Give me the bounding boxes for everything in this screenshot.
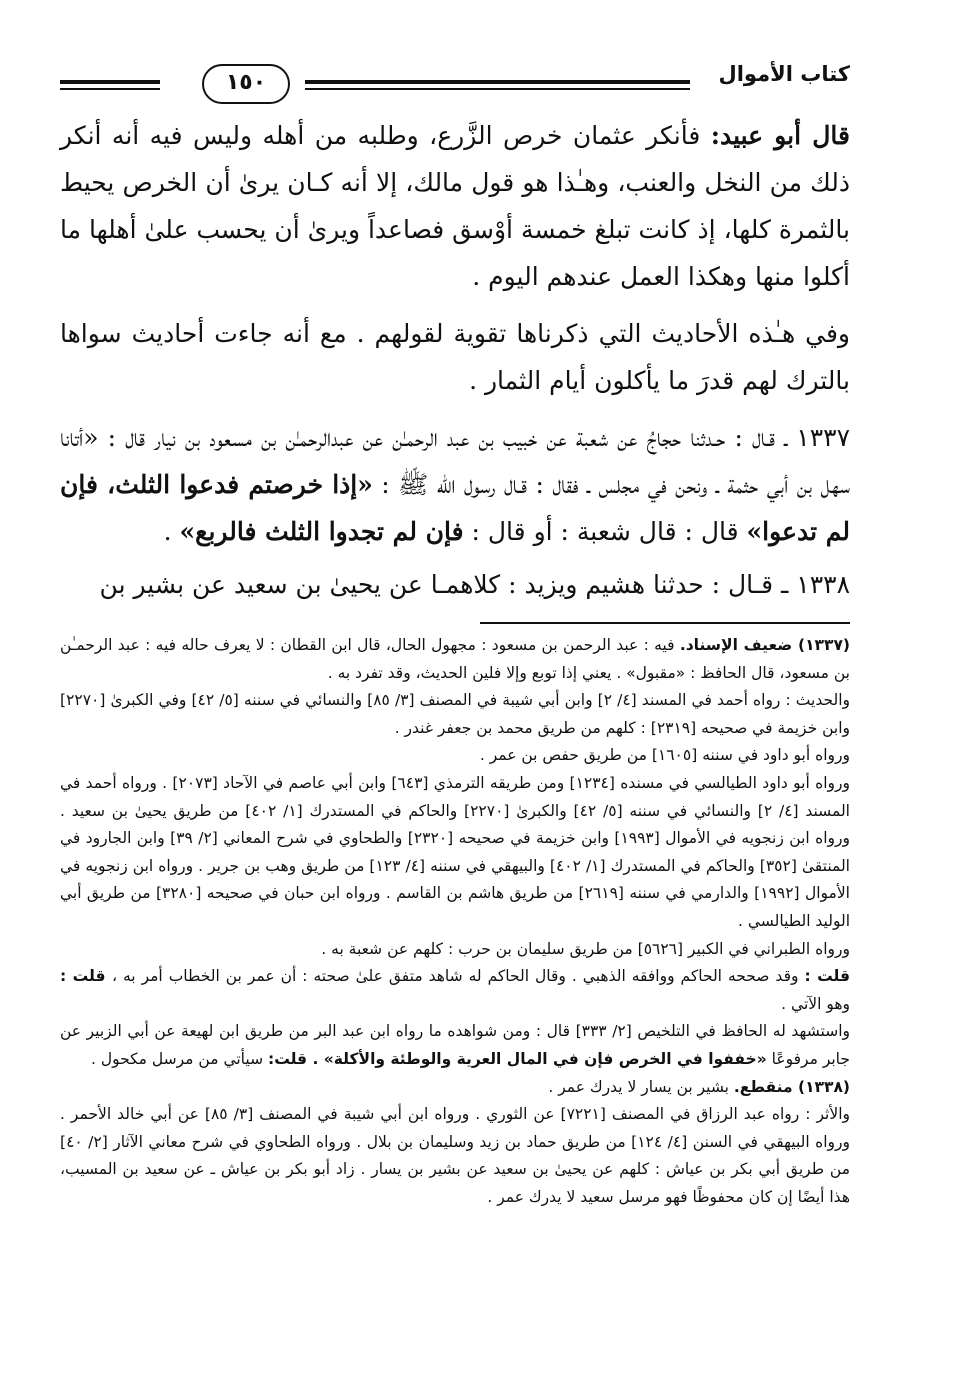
paragraph-text: فأنكر عثمان خرص الزَّرع، وطلبه من أهله وليس فيه أنه أنكر ذلك من النخل والعنب، وهـٰذا هو قول مالك، إلا أنه كـان يرىٰ أن الخرص يحيط بالثمرة كلها، إذ كانت تبلغ خمسة أوْسق فصاعداً ويرىٰ أن يحسب علىٰ أهلها ما أكلوا منها وهكذا العمل عندهم اليوم . — [60, 121, 850, 291]
footnote-head: (١٣٣٧) ضعيف الإسناد. — [679, 636, 850, 654]
hadith-1338 — [60, 561, 850, 608]
qulat-label: قلت : — [60, 967, 112, 986]
hadith-quote: فإن لم تجدوا الثلث فالربع» — [179, 517, 464, 546]
main-text — [60, 112, 850, 618]
footnote-line — [60, 1018, 850, 1073]
page-header — [60, 58, 850, 108]
paragraph-text: وفي هـٰذه الأحاديث التي ذكرناها تقوية لقولهم . مع أنه جاءت أحاديث سواها بالترك لهم قدرَ ما يأكلون أيام الثمار . — [60, 319, 850, 395]
footnote-text: فيه : عبد الرحمن بن مسعود : مجهول الحال، قال ابن القطان : لا يعرف حاله فيه : عبد الرحمـٰن بن مسعود، قال الحافظ : «مقبول» . يعني إذا توبع وإلا فلين الحديث، وقد تفرد به . — [60, 636, 850, 682]
book-title: كتاب الأموال — [718, 62, 850, 86]
header-rule-thin-left — [60, 88, 160, 90]
book-page — [60, 0, 850, 1382]
page-number: ١٥٠ — [225, 70, 267, 95]
hadith-text: . — [163, 517, 180, 546]
hadith-quote: «إذا خرصتم فدعوا الثلث، فإن لم تدعوا» — [60, 470, 850, 546]
paragraph-ahadith — [60, 310, 850, 404]
page-number-badge — [202, 64, 290, 104]
paragraph-abu-ubaid — [60, 112, 850, 300]
speaker-label: قال أبو عبيد: — [710, 121, 850, 150]
footnote-text: وقد صححه الحاكم ووافقه الذهبي . وقال الحاكم له شاهد متفق علىٰ صحته : أن عمر بن الخطاب أمر به ، — [111, 967, 805, 986]
hadith-1337 — [60, 414, 850, 555]
qulat-label: قلت: — [268, 1049, 313, 1068]
footnote-1338 — [60, 1074, 850, 1102]
footnote-line: والحديث : رواه أحمد في المسند [٤/ ٢] وابن أبي شيبة في المصنف [٣/ ٨٥] والنسائي في سننه [٥/ ٤٢] وفي الكبرىٰ [٢٢٧٠] وابن خزيمة في صحيحه [٢٣١٩] : كلهم من طريق محمد بن جعفر غندر . — [60, 691, 850, 737]
qulat-label: قلت : — [804, 967, 850, 986]
footnote-line: ورواه أبو داود الطيالسي في مسنده [١٢٣٤] ومن طريقه الترمذي [٦٤٣] وابن أبي عاصم في الآحاد [٢٠٧٣] . ورواه أحمد في المسند [٤/ ٢] والنسائي في سننه [٥/ ٤٢] والكبرىٰ [٢٢٧٠] والحاكم في المستدرك [١/ ٤٠٢] من طريق يحيىٰ بن سعيد . ورواه ابن زنجويه في الأموال [١٩٩٣] وابن خزيمة في صحيحه [٢٣٢٠] والطحاوي في شرح المعاني [٢/ ٣٩] وابن الجارود في المنتقىٰ [٣٥٢] والحاكم في المستدرك [١/ ٤٠٢] والبيهقي في سننه [٤/ ١٢٣] من طريق وهب بن جرير . ورواه ابن زنجويه في الأموال [١٩٩٢] والدارمي في سننه [٢٦١٩] من طريق هاشم بن القاسم . ورواه ابن حبان في صحيحه [٣٢٨٠] من طريق أبي الوليد الطيالسي . — [60, 773, 850, 930]
footnote-line — [60, 963, 850, 1018]
header-rule-thick-left — [60, 80, 160, 84]
footnote-line: والأثر : رواه عبد الرزاق في المصنف [٧٢٢١] عن الثوري . ورواه ابن أبي شيبة في المصنف [٣/ ٨٥] عن أبي خالد الأحمر . ورواه البيهقي في السنن [٤/ ١٢٤] من طريق حماد بن زيد وسليمان بن بلال . ورواه الطحاوي في شرح معاني الآثار [٢/ ٤٠] من طريق أبي بكر بن عياش : كلهم عن يحيىٰ بن سعيد عن بشير بن يسار . زاد أبو بكر بن عياش ـ عن سعيد بن المسيب، هذا أيضًا إن كان محفوظًا فهو مرسل سعيد لا يدرك عمر . — [60, 1105, 850, 1206]
hadith-text: قـال : حـدثنا حجاجُ عن شعبة عن خبيب بن عبد الرحمـٰن عن عبدالرحمـٰن بن مسعود بن نيار قال : «أتانا سهل بن أبي حثمة ـ ونحن في مجلس ـ فقال : قـال رسول الله ﷺ : — [60, 423, 850, 499]
footnote-quote: «خففوا في الخرص فإن في المال العرية والوطئة والأكلة» . — [312, 1049, 767, 1068]
footnote-head: (١٣٣٨) منقطع. — [733, 1077, 850, 1096]
footnote-text: واستشهد له الحافظ في التلخيص [٢/ ٣٣٣] قال : ومن شواهده ما رواه ابن عبد البر من طريق ابن لهيعة عن أبي الزبير عن جابر مرفوعًا — [60, 1022, 850, 1068]
footnote-separator — [480, 622, 850, 624]
footnotes — [60, 632, 850, 1211]
header-rule-thick — [305, 80, 690, 84]
footnote-text: بشير بن يسار لا يدرك عمر . — [548, 1077, 734, 1096]
hadith-text: قـال : حدثنا هشيم ويزيد : كلاهمـا عن يحيىٰ بن سعيد عن بشير بن — [99, 570, 781, 599]
footnote-text: سيأتي من مرسل مكحول . — [90, 1049, 268, 1068]
footnote-text: وهو الآتي . — [781, 994, 850, 1013]
header-rule-thin — [305, 88, 690, 90]
hadith-number: ١٣٣٧ ـ — [784, 423, 850, 452]
footnote-line: ورواه الطبراني في الكبير [٥٦٢٦] من طريق سليمان بن حرب : كلهم عن شعبة به . — [321, 939, 850, 958]
hadith-number: ١٣٣٨ ـ — [781, 570, 850, 599]
footnote-1337 — [60, 632, 850, 687]
hadith-text: قال : قال شعبة : أو قال : — [463, 517, 747, 546]
footnote-line: ورواه أبو داود في سننه [١٦٠٥] من طريق حفص بن عمر . — [479, 746, 850, 765]
